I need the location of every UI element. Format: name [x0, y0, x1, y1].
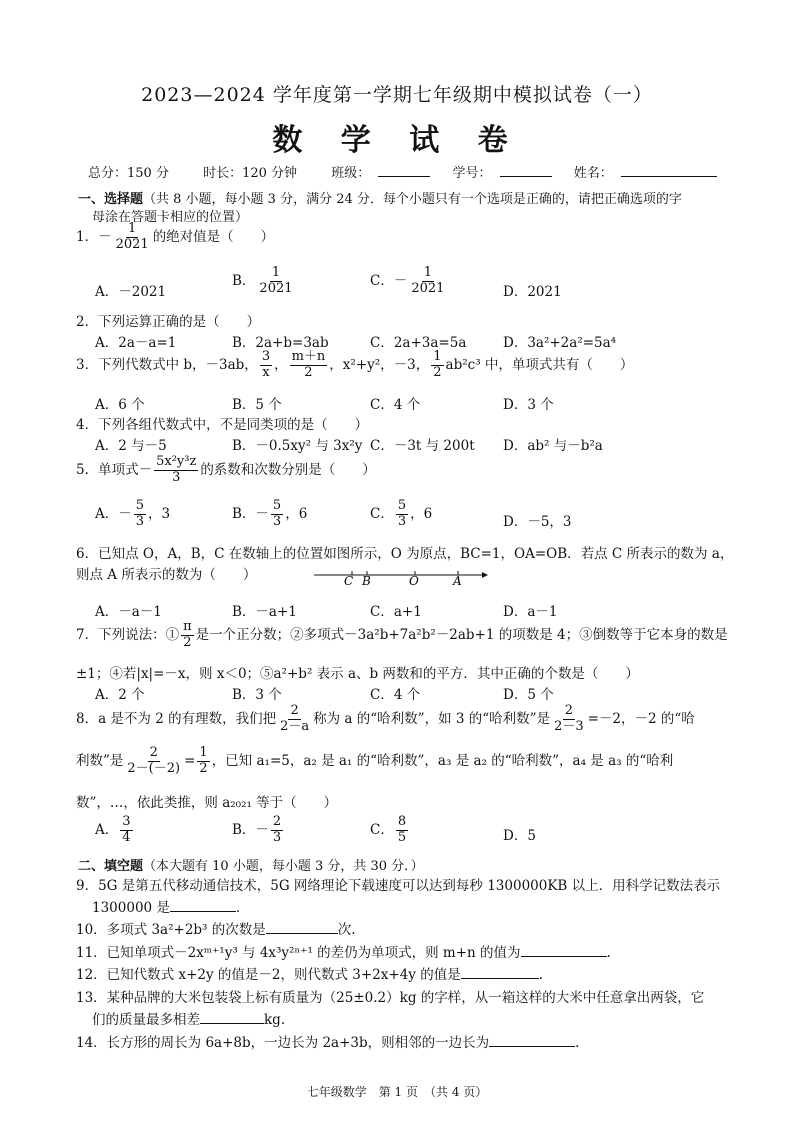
q5-option-d: D．－5，3 [503, 514, 572, 530]
q3-option-a: A．6 个 [95, 397, 145, 413]
q5-b-num: 5 [272, 498, 282, 513]
question-13-line-2 [92, 1008, 285, 1028]
q7-fraction [181, 620, 194, 651]
question-8-line-1 [76, 704, 695, 735]
q7-den: 2 [183, 634, 192, 650]
q1-b-fraction [257, 266, 294, 297]
q3-f3-den: 2 [433, 364, 442, 380]
q2-option-b: B．2a+b=3ab [232, 335, 329, 351]
q9-answer-blank[interactable] [170, 899, 236, 912]
question-8-line-3: 数”，…，依此类推，则 a₂₀₂₁ 等于（ ） [76, 795, 338, 811]
q1-number: 1． [76, 228, 99, 245]
q3-post: ab²c³ 中，单项式共有（ ） [445, 356, 634, 373]
q5-option-b [232, 499, 307, 530]
q6-option-c: C．a+1 [370, 604, 422, 620]
q5-option-a [95, 499, 170, 530]
q6-option-b: B．－a+1 [232, 604, 297, 620]
q8-b-prefix: B．－ [232, 821, 269, 838]
q5-c-num: 5 [397, 498, 407, 513]
q8-l1-post: =－2，－2 的“哈 [587, 710, 695, 727]
q13-text: 们的质量最多相差 [92, 1012, 200, 1028]
q3-option-c: C．4 个 [370, 397, 421, 413]
q8-b-fraction [271, 815, 283, 846]
q5-post: 的系数和次数分别是（ ） [200, 461, 376, 478]
q3-option-b: B．5 个 [232, 397, 282, 413]
q14-text: 14．长方形的周长为 6a+8b，一边长为 2a+3b，则相邻的一边长为 [76, 1035, 490, 1051]
q5-a-den: 3 [135, 513, 145, 529]
q7-option-a: A．2 个 [95, 687, 145, 703]
q1-c-num: 1 [423, 265, 433, 280]
label-b: B [362, 574, 371, 585]
q1-neg: － [98, 228, 112, 245]
q10-answer-blank[interactable] [266, 921, 338, 934]
q8-option-a [95, 815, 135, 846]
q8-l1-mid: 称为 a 的“哈利数”，如 3 的“哈利数”是 [313, 710, 551, 727]
q5-option-c [370, 499, 432, 530]
question-6-line-1: 6．已知点 O，A，B，C 在数轴上的位置如图所示，O 为原点，BC=1，OA=OB．若点 C 所表示的数为 a， [76, 546, 734, 562]
name-label: 姓名： [573, 166, 613, 181]
q2-option-a: A．2a－a=1 [95, 335, 177, 351]
q3-f1-den: x [262, 364, 270, 380]
section-1-heading: 一、选择题 [78, 192, 144, 207]
q8-l2-pre: 利数”是 [76, 752, 124, 769]
q11-post: . [606, 945, 611, 961]
q10-post: 次. [337, 922, 356, 938]
q8-a-prefix: A． [95, 821, 119, 838]
duration: 时长：120 分钟 [203, 166, 298, 181]
q5-fraction [154, 455, 198, 486]
question-7-line-1 [76, 620, 728, 651]
q8-l1-f2-num: 2 [564, 703, 573, 718]
q8-option-b [232, 815, 285, 846]
q1-den: 2021 [115, 236, 149, 252]
q5-den: 3 [172, 469, 181, 485]
q7-pre: 7．下列说法：① [76, 626, 180, 643]
question-3 [76, 350, 633, 381]
number-line-diagram [312, 563, 488, 585]
q8-option-d: D．5 [503, 828, 536, 844]
q8-l2-frac-2 [197, 746, 209, 777]
section-2-desc: （本大题有 10 小题，每小题 3 分，共 30 分．） [143, 859, 424, 874]
question-13-line-1: 13．某种品牌的大米包装袋上标有质量为（25±0.2）kg 的字样，从一箱这样的大米中任意拿出两袋，它 [76, 990, 705, 1006]
q7-num: π [183, 619, 192, 634]
question-5 [76, 455, 376, 486]
question-1 [76, 222, 274, 253]
q8-l2-f2-den: 2 [199, 760, 208, 776]
q4-option-b: B．－0.5xy² 与 3x²y [232, 438, 363, 454]
q8-l1-frac-1 [278, 704, 311, 735]
q8-c-fraction [396, 815, 408, 846]
question-14 [76, 1031, 579, 1051]
q5-a-num: 5 [135, 498, 145, 513]
q5-num: 5x²y³z [156, 454, 197, 469]
q5-a-prefix: A．－ [95, 505, 132, 522]
q5-c-fraction [396, 499, 408, 530]
label-o: O [409, 574, 419, 585]
q1-b-prefix: B． [232, 272, 256, 289]
q3-option-d: D．3 个 [503, 397, 554, 413]
q5-b-fraction [271, 499, 283, 530]
section-1-desc-2: 母涂在答题卡相应的位置） [92, 210, 249, 225]
q14-post: . [575, 1035, 580, 1051]
q13-answer-blank[interactable] [200, 1011, 264, 1024]
q8-b-den: 3 [272, 829, 282, 845]
q12-answer-blank[interactable] [461, 966, 539, 979]
q5-a-post: ，3 [148, 505, 171, 522]
question-6-line-2: 则点 A 所表示的数为（ ） [76, 567, 257, 583]
q7-option-c: C．4 个 [370, 687, 421, 703]
q1-b-den: 2021 [259, 280, 293, 296]
q5-a-fraction [134, 499, 146, 530]
q8-l2-f1-num: 2 [149, 745, 158, 760]
q3-f1-num: 3 [261, 349, 271, 364]
label-c: C [344, 574, 354, 585]
q5-pre: 5．单项式－ [76, 461, 153, 478]
q13-post: kg. [264, 1012, 286, 1028]
q12-text: 12．已知代数式 x+2y 的值是－2，则代数式 3+2x+4y 的值是 [76, 967, 461, 983]
question-7-line-2: ±1；④若|x|=－x，则 x＜0；⑤a²+b² 表示 a、b 两数和的平方．其中正确的个数是（ ） [76, 666, 639, 682]
q5-b-post: ，6 [285, 505, 308, 522]
q7-post: 是一个正分数；②多项式－3a²b+7a²b²－2ab+1 的项数是 4；③倒数等于它本身的数是 [195, 626, 728, 643]
q8-l1-pre: 8．a 是不为 2 的有理数，我们把 [76, 710, 277, 727]
question-4: 4．下列各组代数式中，不是同类项的是（ ） [76, 417, 369, 433]
class-label: 班级： [331, 166, 371, 181]
class-field[interactable] [378, 164, 430, 177]
q8-l2-frac-1 [125, 746, 182, 777]
q6-option-a: A．－a－1 [95, 604, 162, 620]
number-field[interactable] [500, 164, 552, 177]
name-field[interactable] [621, 164, 717, 177]
q8-l2-eq: = [184, 752, 196, 769]
q1-c-den: 2021 [411, 280, 445, 296]
q5-b-den: 3 [272, 513, 282, 529]
q4-option-a: A．2 与－5 [95, 438, 167, 454]
total-score: 总分：150 分 [88, 166, 169, 181]
q1-option-b [232, 266, 297, 297]
q12-post: . [538, 967, 544, 983]
q5-c-post: ，6 [410, 505, 433, 522]
question-9-line-2: 1300000 是 . [92, 900, 241, 916]
q8-a-den: 4 [122, 829, 131, 845]
q3-f3-num: 1 [433, 349, 442, 364]
q14-answer-blank[interactable] [489, 1034, 575, 1047]
section-2-header [78, 855, 424, 874]
q8-l2-post: ，已知 a₁=5，a₂ 是 a₁ 的“哈利数”，a₃ 是 a₂ 的“哈利数”，a₄ 是 a₃ 的“哈利 [211, 752, 674, 769]
q2-option-c: C．2a+3a=5a [370, 335, 467, 351]
q3-frac-1 [260, 350, 272, 381]
q5-b-prefix: B．－ [232, 505, 269, 522]
q8-c-den: 5 [397, 829, 407, 845]
number-label: 学号： [452, 166, 492, 181]
q8-l2-f2-num: 1 [199, 745, 208, 760]
q1-b-num: 1 [271, 265, 281, 280]
q3-pre: 3．下列代数式中 b，－3ab， [76, 356, 258, 373]
q9-text: 1300000 是 [92, 900, 170, 916]
q8-l1-frac-2 [552, 704, 586, 735]
q1-option-d: D．2021 [503, 284, 562, 300]
q3-mid: ，x²+y²，－3， [329, 356, 430, 373]
q1-c-fraction [409, 266, 446, 297]
q3-f2-den: 2 [304, 364, 313, 380]
question-2: 2．下列运算正确的是（ ） [76, 314, 261, 330]
exam-title: 2023—2024 学年度第一学期七年级期中模拟试卷（一） [141, 84, 653, 106]
question-9-line-1: 9．5G 是第五代移动通信技术，5G 网络理论下载速度可以达到每秒 1300000KB 以上．用科学记数法表示 [76, 878, 721, 894]
exam-info [88, 162, 721, 181]
q5-c-den: 3 [397, 513, 407, 529]
q3-f2-num: m＋n [291, 349, 326, 364]
q8-b-num: 2 [272, 814, 282, 829]
q11-text: 11．已知单项式－2xᵐ⁺¹y³ 与 4x³y²ⁿ⁺¹ 的差仍为单项式，则 m+n 的值为 [76, 945, 521, 961]
q1-option-a: A．－2021 [95, 284, 167, 300]
q8-l1-f1-num: 2 [290, 703, 299, 718]
q8-a-num: 3 [122, 814, 131, 829]
q1-text: 的绝对值是（ ） [152, 228, 275, 245]
q5-c-prefix: C． [370, 505, 394, 522]
q8-a-fraction [120, 815, 132, 846]
page-footer: 七年级数学 第 1 页 （共 4 页） [306, 1085, 488, 1099]
section-2-heading: 二、填空题 [78, 859, 144, 874]
q3-frac-3 [431, 350, 443, 381]
q8-c-prefix: C． [370, 821, 394, 838]
q3-frac-2 [290, 350, 328, 381]
q1-num: 1 [128, 221, 137, 236]
q1-c-prefix: C．－ [370, 272, 408, 289]
q4-option-c: C．－3t 与 200t [370, 438, 475, 454]
question-11 [76, 941, 611, 961]
q3-sep: ， [274, 356, 288, 373]
q11-answer-blank[interactable] [521, 944, 607, 957]
q7-option-d: D．5 个 [503, 687, 554, 703]
q8-option-c [370, 815, 410, 846]
number-line-arrow [482, 572, 488, 578]
exam-subtitle: 数 学 试 卷 [272, 123, 522, 158]
q1-option-c [370, 266, 448, 297]
q2-option-d: D．3a²+2a²=5a⁴ [503, 335, 617, 351]
q10-text: 10．多项式 3a²+2b³ 的次数是 [76, 922, 266, 938]
q1-fraction [114, 222, 151, 253]
q4-option-d: D．ab² 与－b²a [503, 438, 603, 454]
question-12 [76, 963, 543, 983]
q7-option-b: B．3 个 [232, 687, 282, 703]
q8-l2-f1-den: 2－(－2) [127, 760, 181, 776]
section-1-header [78, 188, 682, 207]
section-1-desc-1: （共 8 小题，每小题 3 分，满分 24 分．每个小题只有一个选项是正确的，请把正确选项的字 [143, 192, 682, 207]
label-a: A [453, 574, 462, 585]
q8-l1-f1-den: 2－a [280, 718, 310, 734]
question-8-line-2 [76, 746, 673, 777]
q6-option-d: D．a－1 [503, 604, 558, 620]
q8-l1-f2-den: 2－3 [554, 718, 584, 734]
q8-c-num: 8 [397, 814, 407, 829]
question-10 [76, 918, 356, 938]
